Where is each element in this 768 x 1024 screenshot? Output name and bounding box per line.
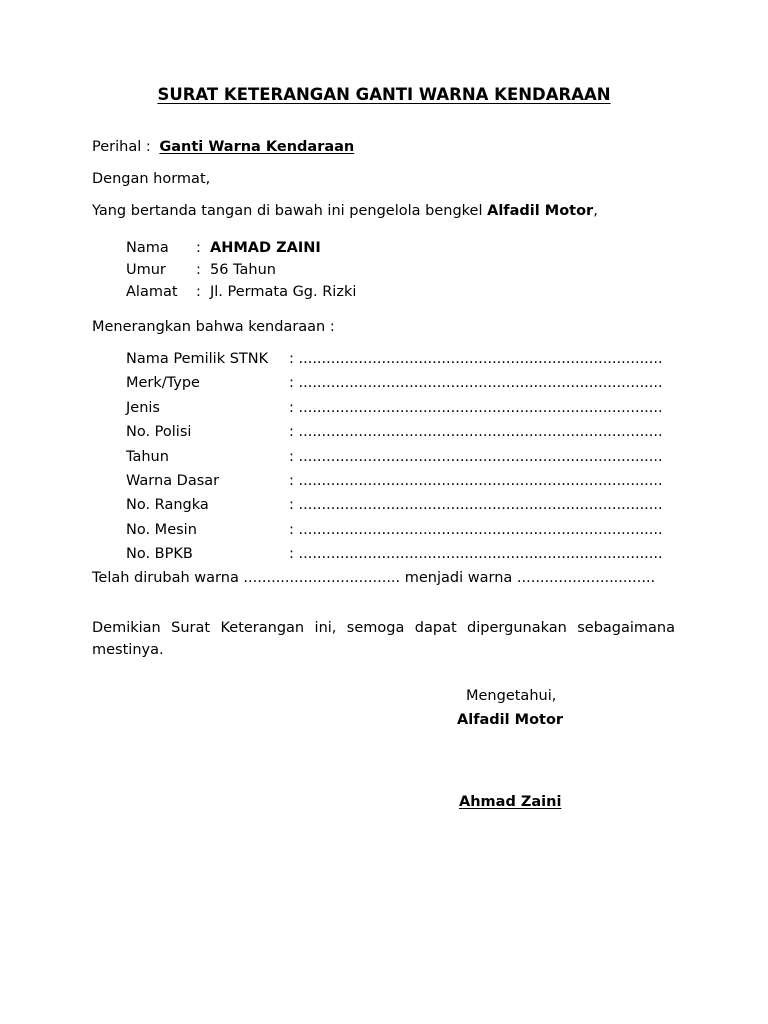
perihal-value: Ganti Warna Kendaraan: [159, 139, 355, 155]
signer-separator: :: [196, 240, 201, 256]
vehicle-field-label: Jenis: [126, 399, 160, 416]
vehicle-field-label: No. Polisi: [126, 424, 192, 441]
vehicle-field-label: No. BPKB: [126, 546, 193, 563]
signature-name: Ahmad Zaini: [459, 794, 562, 810]
acknowledge-text: Mengetahui,: [466, 688, 557, 704]
perihal-label: Perihal :: [92, 139, 151, 155]
vehicle-field-label: No. Rangka: [126, 497, 209, 514]
vehicle-field-blank: : ...............................................................................: [289, 351, 663, 367]
intro-paragraph: [92, 204, 598, 219]
signer-label: Nama: [126, 240, 169, 256]
vehicle-field-blank: : ...............................................................................: [289, 546, 663, 563]
vehicle-field-blank: : ...............................................................................: [289, 473, 663, 489]
intro-text: Yang bertanda tangan di bawah ini pengelola bengkel: [92, 203, 488, 219]
vehicle-field-blank: : ...............................................................................: [289, 521, 663, 538]
salutation: Dengan hormat,: [92, 171, 211, 187]
signer-value: Jl. Permata Gg. Rizki: [210, 284, 357, 300]
signer-value: AHMAD ZAINI: [210, 240, 321, 256]
intro-company: Alfadil Motor: [487, 203, 594, 219]
vehicle-field-label: Merk/Type: [126, 375, 200, 392]
intro-end: ,: [593, 203, 598, 219]
vehicle-field-label: Tahun: [126, 448, 169, 465]
signer-label: Umur: [126, 262, 166, 278]
signature-company: Alfadil Motor: [457, 712, 564, 728]
vehicle-field-blank: : ...............................................................................: [289, 497, 663, 514]
signer-separator: :: [196, 284, 201, 300]
vehicle-field-label: Nama Pemilik STNK: [126, 351, 269, 367]
signer-separator: :: [196, 262, 201, 278]
vehicle-intro: Menerangkan bahwa kendaraan :: [92, 319, 335, 335]
vehicle-field-blank: : ...............................................................................: [289, 399, 663, 416]
perihal-line: [92, 140, 354, 155]
vehicle-field-blank: : ...............................................................................: [289, 375, 663, 392]
vehicle-field-label: Warna Dasar: [126, 473, 220, 489]
vehicle-field-blank: : ...............................................................................: [289, 448, 663, 465]
signer-label: Alamat: [126, 284, 178, 300]
vehicle-field-label: No. Mesin: [126, 521, 197, 538]
color-change-line: Telah dirubah warna .................................. menjadi warna ..............................: [92, 570, 656, 586]
document-title: SURAT KETERANGAN GANTI WARNA KENDARAAN: [157, 85, 611, 104]
signer-value: 56 Tahun: [210, 262, 276, 278]
closing-paragraph: Demikian Surat Keterangan ini, semoga dapat dipergunakan sebagaimana mestinya.: [92, 620, 675, 658]
vehicle-field-blank: : ...............................................................................: [289, 424, 663, 441]
